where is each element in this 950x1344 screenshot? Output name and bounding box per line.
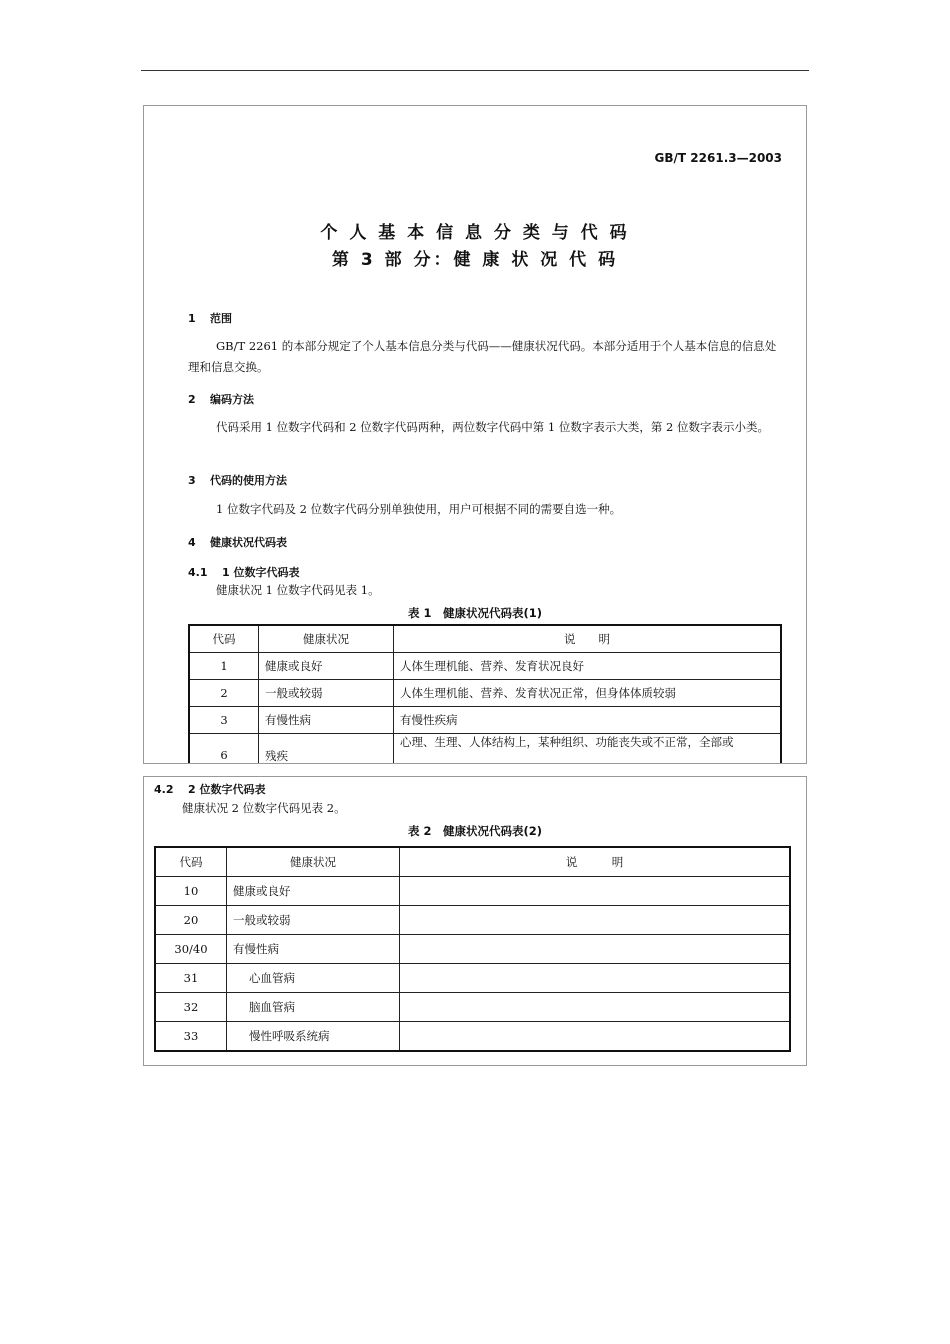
section-number: 4.2 [154, 783, 174, 796]
status-cell: 一般或较弱 [227, 906, 400, 935]
section-title: 编码方法 [210, 393, 254, 406]
section-4-2-heading [154, 781, 265, 797]
code-cell: 32 [155, 993, 227, 1022]
code-cell: 3 [189, 707, 259, 734]
paragraph-text: 健康状况 1 位数字代码见表 1。 [216, 583, 380, 597]
section-title: 1 位数字代码表 [222, 566, 300, 579]
description-cell: 心理、生理、人体结构上，某种组织、功能丧失或不正常，全部或 [394, 734, 782, 765]
document-excerpt-bottom [143, 776, 807, 1066]
code-cell: 31 [155, 964, 227, 993]
section-4-1-paragraph [188, 580, 782, 601]
paragraph-text: 1 位数字代码及 2 位数字代码分别单独使用，用户可根据不同的需要自选一种。 [216, 502, 622, 516]
description-cell [400, 906, 791, 935]
description-cell [400, 993, 791, 1022]
table-row [189, 707, 781, 734]
table-row [155, 1022, 790, 1052]
code-cell: 10 [155, 877, 227, 906]
status-cell: 一般或较弱 [259, 680, 394, 707]
table-row [155, 993, 790, 1022]
health-status-table-1 [188, 624, 782, 764]
table-row [189, 734, 781, 765]
code-cell: 6 [189, 734, 259, 765]
table-row [189, 653, 781, 680]
status-cell: 心血管病 [227, 964, 400, 993]
table-row [189, 680, 781, 707]
section-number: 4.1 [188, 566, 208, 579]
section-3-heading [188, 472, 287, 488]
status-cell: 残疾 [259, 734, 394, 765]
section-1-paragraph [188, 336, 782, 378]
column-header-description: 说 明 [400, 847, 791, 877]
description-cell: 人体生理机能、营养、发育状况正常，但身体体质较弱 [394, 680, 782, 707]
table-2-caption: 表 2 健康状况代码表(2) [407, 824, 543, 838]
description-cell: 人体生理机能、营养、发育状况良好 [394, 653, 782, 680]
description-cell [400, 1022, 791, 1052]
page-top-rule [141, 70, 809, 71]
section-4-1-heading [188, 564, 299, 580]
description-cell: 有慢性疾病 [394, 707, 782, 734]
code-cell: 1 [189, 653, 259, 680]
section-title: 范围 [210, 312, 232, 325]
description-cell [400, 935, 791, 964]
paragraph-text: GB/T 2261 的本部分规定了个人基本信息分类与代码——健康状况代码。本部分适用于个人基本信息的信息处理和信息交换。 [188, 339, 777, 374]
table-row [155, 877, 790, 906]
status-cell: 脑血管病 [227, 993, 400, 1022]
section-2-paragraph [188, 417, 782, 438]
column-header-code: 代码 [155, 847, 227, 877]
document-title: 个 人 基 本 信 息 分 类 与 代 码 [320, 223, 630, 243]
code-cell: 20 [155, 906, 227, 935]
section-number: 1 [188, 312, 196, 325]
table-header-row [155, 847, 790, 877]
table-header-row [189, 625, 781, 653]
section-number: 4 [188, 536, 196, 549]
paragraph-text: 健康状况 2 位数字代码见表 2。 [182, 801, 346, 815]
table-row [155, 964, 790, 993]
code-cell: 30/40 [155, 935, 227, 964]
section-3-paragraph [188, 499, 782, 520]
table-row [155, 906, 790, 935]
status-cell: 有慢性病 [227, 935, 400, 964]
table-1-caption: 表 1 健康状况代码表(1) [407, 606, 543, 620]
table-row [155, 935, 790, 964]
column-header-description: 说 明 [394, 625, 782, 653]
section-2-heading [188, 391, 254, 407]
paragraph-text: 代码采用 1 位数字代码和 2 位数字代码两种，两位数字代码中第 1 位数字表示大类，第 2 位数字表示小类。 [216, 420, 770, 434]
section-title: 代码的使用方法 [210, 474, 287, 487]
section-4-heading [188, 534, 287, 550]
section-title: 2 位数字代码表 [188, 783, 266, 796]
code-cell: 33 [155, 1022, 227, 1052]
health-status-table-2 [154, 846, 791, 1052]
column-header-status: 健康状况 [227, 847, 400, 877]
description-cell [400, 964, 791, 993]
section-1-heading [188, 310, 232, 326]
status-cell: 健康或良好 [259, 653, 394, 680]
status-cell: 健康或良好 [227, 877, 400, 906]
code-cell: 2 [189, 680, 259, 707]
document-subtitle: 第 3 部 分：健 康 状 况 代 码 [331, 250, 619, 270]
column-header-code: 代码 [189, 625, 259, 653]
description-cell [400, 877, 791, 906]
section-number: 3 [188, 474, 196, 487]
status-cell: 有慢性病 [259, 707, 394, 734]
status-cell: 慢性呼吸系统病 [227, 1022, 400, 1052]
section-number: 2 [188, 393, 196, 406]
standard-code: GB/T 2261.3—2003 [654, 151, 782, 165]
section-title: 健康状况代码表 [210, 536, 287, 549]
document-excerpt-top [143, 105, 807, 764]
column-header-status: 健康状况 [259, 625, 394, 653]
section-4-2-paragraph [154, 798, 782, 819]
